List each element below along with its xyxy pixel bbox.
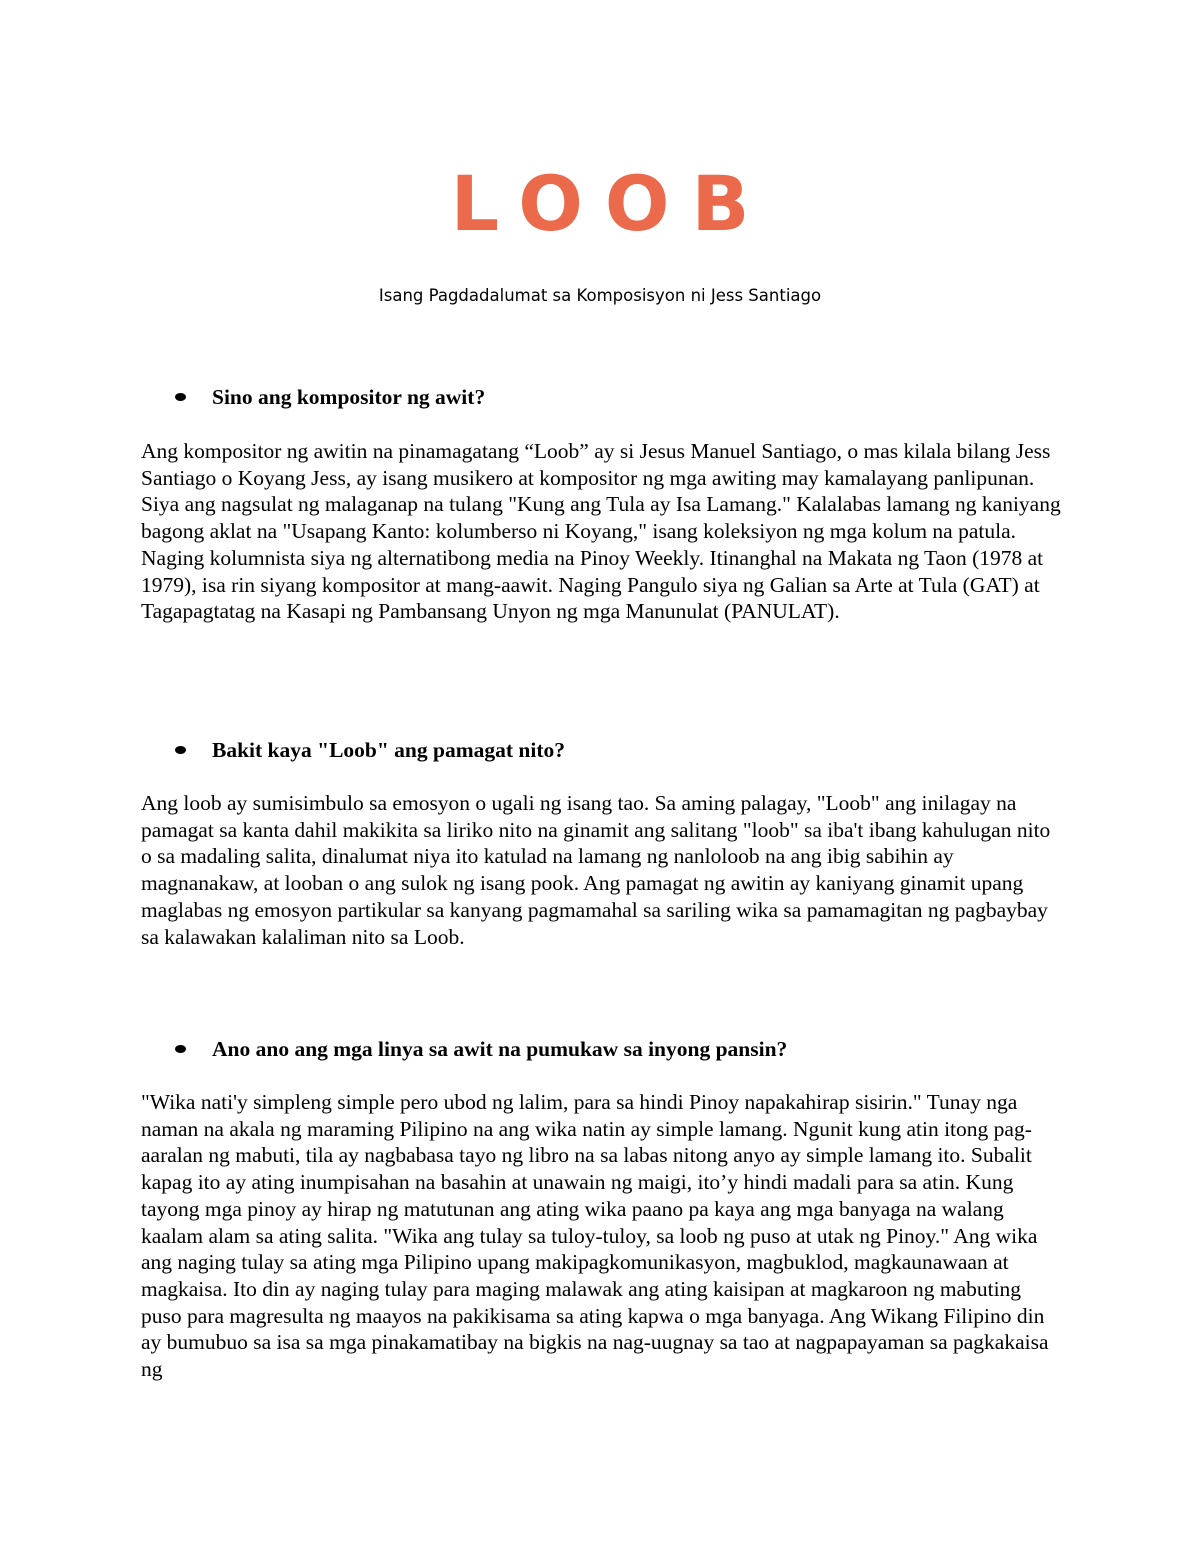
document-title: LOOB — [450, 159, 772, 248]
question-heading-1 — [168, 383, 1048, 411]
document-subtitle: Isang Pagdadalumat sa Komposisyon ni Jess Santiago — [378, 286, 822, 305]
bullet-icon — [175, 1045, 186, 1053]
question-text: Bakit kaya "Loob" ang pamagat nito? — [212, 738, 566, 762]
answer-paragraph-1: Ang kompositor ng awitin na pinamagatang “Loob” ay si Jesus Manuel Santiago, o mas kilala bilang Jess Santiago o Koyang Jess, ay isang musikero at kompositor ng mga awiting may kamalayang panlipunan. Siya ang nagsulat ng malaganap na tulang "Kung ang Tula ay Isa Lamang." Kalalabas lamang ng kaniyang bagong aklat na "Usapang Kanto: kolumberso ni Koyang," isang koleksiyon ng mga kolum na patula. Naging kolumnista siya ng alternatibong media na Pinoy Weekly. Itinanghal na Makata ng Taon (1978 at 1979), isa rin siyang kompositor at mang-aawit. Naging Pangulo siya ng Galian sa Arte at Tula (GAT) at Tagapagtatag na Kasapi ng Pambansang Unyon ng mga Manunulat (PANULAT). — [141, 439, 1061, 624]
bullet-icon — [175, 393, 186, 401]
bullet-icon — [175, 746, 186, 754]
question-heading-2 — [168, 736, 1048, 764]
question-text: Ano ano ang mga linya sa awit na pumukaw sa inyong pansin? — [212, 1037, 788, 1061]
answer-paragraph-3: "Wika nati'y simpleng simple pero ubod ng lalim, para sa hindi Pinoy napakahirap sisirin." Tunay nga naman na akala ng maraming Pilipino na ang wika natin ay simple lamang. Ngunit kung atin itong pag-aaralan ng mabuti, tila ay nagbabasa tayo ng libro na sa labas nitong anyo ay simple lamang ito. Subalit kapag ito ay ating inumpisahan na basahin at unawain ng maigi, ito’y hindi madali para sa atin. Kung tayong mga pinoy ay hirap ng matutunan ang ating wika paano pa kaya ang mga banyaga na walang kaalam alam sa ating salita. "Wika ang tulay sa tuloy-tuloy, sa loob ng puso at utak ng Pinoy." Ang wika ang naging tulay sa ating mga Pilipino upang makipagkomunikasyon, magbuklod, magkaunawaan at magkaisa. Ito din ay naging tulay para maging malawak ang ating kaisipan at magkaroon ng mabuting puso para magresulta ng maayos na pakikisama sa ating kapwa o mga banyaga. Ang Wikang Filipino din ay bumubuo sa isa sa mga pinakamatibay na bigkis na nag-uugnay sa tao at nagpapayaman sa pagkakaisa ng — [141, 1090, 1049, 1382]
question-text: Sino ang kompositor ng awit? — [212, 385, 486, 409]
answer-paragraph-2: Ang loob ay sumisimbulo sa emosyon o ugali ng isang tao. Sa aming palagay, "Loob" ang inilagay na pamagat sa kanta dahil makikita sa liriko nito na ginamit ang salitang "loob" sa iba't ibang kahulugan nito o sa madaling salita, dinalumat niya ito katulad na lamang ng nanloloob na ang ibig sabihin ay magnanakaw, at looban o ang sulok ng isang pook. Ang pamagat ng awitin ay kaniyang ginamit upang maglabas ng emosyon partikular sa kanyang pagmamahal sa sariling wika sa pamamagitan ng pagbaybay sa kalawakan kalaliman nito sa Loob. — [141, 791, 1051, 949]
question-heading-3 — [168, 1035, 1048, 1063]
